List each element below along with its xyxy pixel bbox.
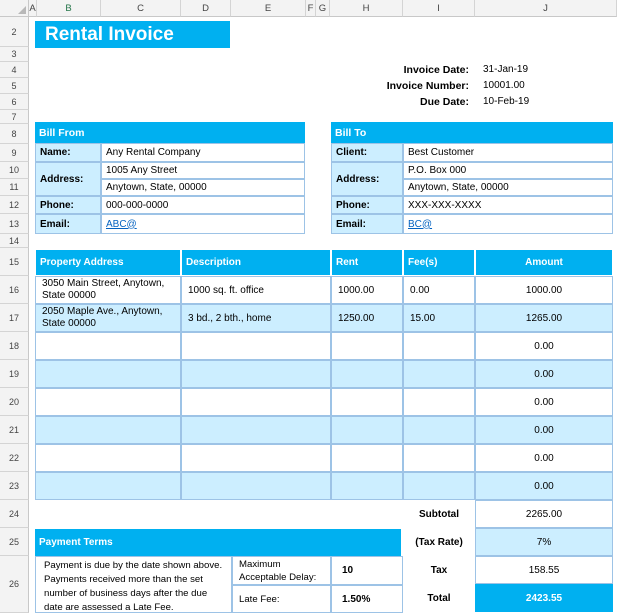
max-delay-label: Maximum Acceptable Delay: [232,556,331,585]
table-row-3-cell-fees[interactable] [403,332,475,360]
due-date-value[interactable]: 10-Feb-19 [483,95,530,107]
column-header-c[interactable]: C [101,0,181,17]
bill-to-email-label: Email: [331,214,403,234]
row-header-22[interactable]: 22 [0,444,29,472]
table-header-fees: Fee(s) [403,249,475,276]
table-row-1-cell-fees[interactable]: 0.00 [403,276,475,304]
row-header-15[interactable]: 15 [0,248,29,276]
table-row-7-cell-description[interactable] [181,444,331,472]
tax-rate-value[interactable]: 7% [475,528,613,556]
row-header-19[interactable]: 19 [0,360,29,388]
bill-to-address-line1[interactable]: P.O. Box 000 [403,162,613,179]
row-header-2[interactable]: 2 [0,17,29,47]
table-row-2-cell-rent[interactable]: 1250.00 [331,304,403,332]
table-row-4-cell-fees[interactable] [403,360,475,388]
table-row-6-cell-description[interactable] [181,416,331,444]
table-row-7-cell-rent[interactable] [331,444,403,472]
table-row-6-cell-amount[interactable]: 0.00 [475,416,613,444]
row-header-17[interactable]: 17 [0,304,29,332]
table-row-2-cell-fees[interactable]: 15.00 [403,304,475,332]
row-header-12[interactable]: 12 [0,196,29,214]
column-header-f[interactable]: F [306,0,316,17]
row-header-24[interactable]: 24 [0,500,29,528]
table-row-8-cell-fees[interactable] [403,472,475,500]
select-all-corner[interactable] [0,0,29,17]
subtotal-value[interactable]: 2265.00 [475,500,613,528]
total-label: Total [427,592,451,604]
late-fee-value[interactable]: 1.50% [331,585,403,613]
total-value[interactable]: 2423.55 [475,584,613,612]
table-row-3-cell-property-address[interactable] [35,332,181,360]
column-header-e[interactable]: E [231,0,306,17]
bill-to-address-line2[interactable]: Anytown, State, 00000 [403,179,613,196]
invoice-number-label: Invoice Number: [386,80,469,92]
row-header-5[interactable]: 5 [0,78,29,94]
row-header-21[interactable]: 21 [0,416,29,444]
row-header-3[interactable]: 3 [0,47,29,62]
column-header-a[interactable]: A [29,0,37,17]
table-row-7-cell-property-address[interactable] [35,444,181,472]
row-header-25[interactable]: 25 [0,528,29,556]
row-header-4[interactable]: 4 [0,62,29,78]
table-row-4-cell-description[interactable] [181,360,331,388]
bill-to-email-link[interactable]: BC@ [408,218,433,230]
bill-from-name-value[interactable]: Any Rental Company [101,143,305,162]
row-header-9[interactable]: 9 [0,144,29,162]
bill-from-address-line2[interactable]: Anytown, State, 00000 [101,179,305,196]
bill-from-header: Bill From [35,122,305,143]
tax-value[interactable]: 158.55 [475,556,613,584]
column-header-g[interactable]: G [316,0,330,17]
table-row-6-cell-property-address[interactable] [35,416,181,444]
row-header-23[interactable]: 23 [0,472,29,500]
bill-from-email-label: Email: [35,214,101,234]
bill-to-address-label: Address: [331,162,403,196]
table-header-description: Description [181,249,331,276]
table-row-1-cell-amount[interactable]: 1000.00 [475,276,613,304]
column-header-b[interactable]: B [37,0,101,17]
table-row-8-cell-amount[interactable]: 0.00 [475,472,613,500]
bill-to-email-cell [403,214,613,234]
table-row-1-cell-rent[interactable]: 1000.00 [331,276,403,304]
table-row-4-cell-rent[interactable] [331,360,403,388]
column-header-h[interactable]: H [330,0,403,17]
table-row-8-cell-rent[interactable] [331,472,403,500]
payment-terms-text[interactable]: Payment is due by the date shown above. Payments received more than the set number of business days after the due date are assessed a Late Fee. [35,556,232,613]
payment-terms-header: Payment Terms [35,529,401,556]
bill-to-phone-value[interactable]: XXX-XXX-XXXX [403,196,613,214]
table-row-8-cell-description[interactable] [181,472,331,500]
table-row-2-cell-description[interactable]: 3 bd., 2 bth., home [181,304,331,332]
row-header-18[interactable]: 18 [0,332,29,360]
row-header-11[interactable]: 11 [0,179,29,196]
table-header-amount: Amount [475,249,613,276]
row-header-8[interactable]: 8 [0,124,29,144]
bill-to-header: Bill To [331,122,613,143]
table-row-5-cell-property-address[interactable] [35,388,181,416]
row-header-6[interactable]: 6 [0,94,29,110]
row-header-7[interactable]: 7 [0,110,29,124]
table-row-7-cell-fees[interactable] [403,444,475,472]
invoice-date-value[interactable]: 31-Jan-19 [483,63,529,75]
column-header-j[interactable]: J [475,0,617,17]
max-delay-value[interactable]: 10 [331,556,403,585]
table-row-6-cell-rent[interactable] [331,416,403,444]
column-header-d[interactable]: D [181,0,231,17]
row-header-10[interactable]: 10 [0,162,29,179]
table-row-6-cell-fees[interactable] [403,416,475,444]
bill-from-address-label: Address: [35,162,101,196]
row-header-26[interactable]: 26 [0,556,29,613]
tax-rate-label: (Tax Rate) [415,536,463,548]
bill-from-phone-value[interactable]: 000-000-0000 [101,196,305,214]
table-row-5-cell-description[interactable] [181,388,331,416]
row-header-16[interactable]: 16 [0,276,29,304]
table-row-4-cell-property-address[interactable] [35,360,181,388]
subtotal-label: Subtotal [419,508,459,520]
table-row-4-cell-amount[interactable]: 0.00 [475,360,613,388]
bill-from-name-label: Name: [35,143,101,162]
table-row-2-cell-amount[interactable]: 1265.00 [475,304,613,332]
table-row-1-cell-property-address[interactable]: 3050 Main Street, Anytown, State 00000 [35,276,181,304]
bill-from-email-link[interactable]: ABC@ [106,218,137,230]
row-header-14[interactable]: 14 [0,234,29,248]
invoice-number-value[interactable]: 10001.00 [483,79,525,91]
table-row-3-cell-amount[interactable]: 0.00 [475,332,613,360]
table-header-rent: Rent [331,249,403,276]
invoice-title: Rental Invoice [35,21,230,48]
table-row-3-cell-description[interactable] [181,332,331,360]
bill-from-email-cell [101,214,305,234]
table-row-7-cell-amount[interactable]: 0.00 [475,444,613,472]
bill-from-address-line1[interactable]: 1005 Any Street [101,162,305,179]
table-row-1-cell-description[interactable]: 1000 sq. ft. office [181,276,331,304]
column-header-i[interactable]: I [403,0,475,17]
table-row-8-cell-property-address[interactable] [35,472,181,500]
row-header-13[interactable]: 13 [0,214,29,234]
late-fee-label: Late Fee: [232,585,331,613]
bill-to-client-label: Client: [331,143,403,162]
table-row-2-cell-property-address[interactable]: 2050 Maple Ave., Anytown, State 00000 [35,304,181,332]
tax-label: Tax [430,564,448,576]
row-header-20[interactable]: 20 [0,388,29,416]
table-row-5-cell-rent[interactable] [331,388,403,416]
invoice-date-label: Invoice Date: [403,64,469,76]
table-row-5-cell-fees[interactable] [403,388,475,416]
bill-from-phone-label: Phone: [35,196,101,214]
table-header-property-address: Property Address [35,249,181,276]
table-row-3-cell-rent[interactable] [331,332,403,360]
bill-to-phone-label: Phone: [331,196,403,214]
bill-to-client-value[interactable]: Best Customer [403,143,613,162]
table-row-5-cell-amount[interactable]: 0.00 [475,388,613,416]
due-date-label: Due Date: [419,96,469,108]
